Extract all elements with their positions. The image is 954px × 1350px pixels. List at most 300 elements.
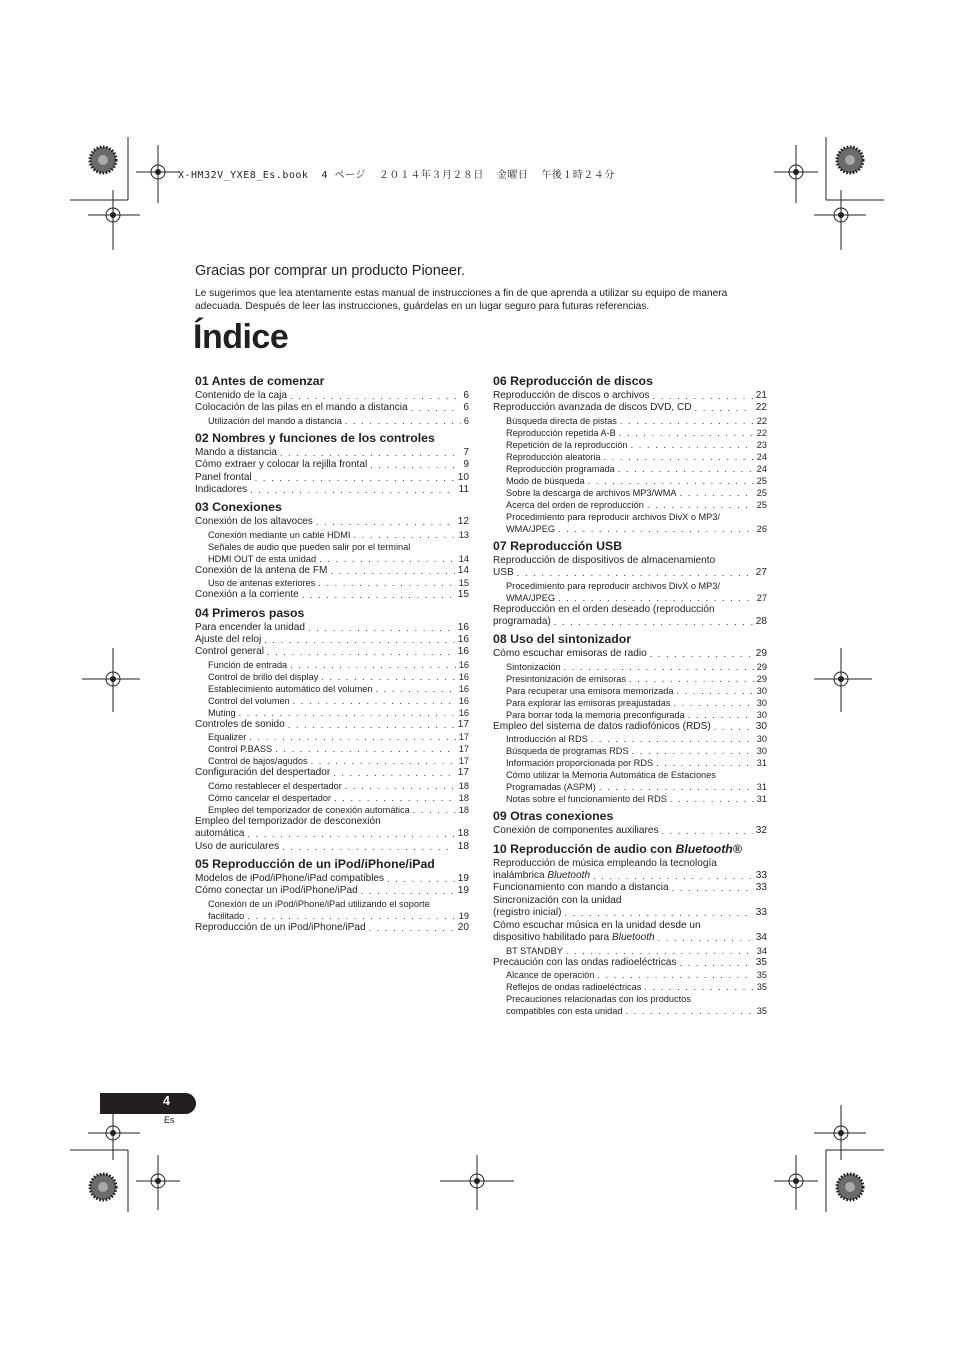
leader-dots xyxy=(247,828,454,840)
intro-paragraph: Le sugerimos que lea atentamente estas manual de instrucciones a fin de que aprenda a utilizar su equipo de manera adecuada. Después de leer las instrucciones, guárdelas en un lugar seguro para futuras referencias. xyxy=(195,288,728,312)
toc-entry[interactable] xyxy=(195,634,469,646)
toc-entry-label: Precaución con las ondas radioeléctricas xyxy=(493,956,677,968)
toc-entry[interactable] xyxy=(493,957,767,969)
starburst-mark-icon xyxy=(90,1174,116,1200)
toc-entry[interactable] xyxy=(493,390,767,402)
toc-section-heading[interactable]: 03 Conexiones xyxy=(195,500,282,515)
toc-page-number: 10 xyxy=(457,471,469,483)
toc-page-number: 6 xyxy=(463,390,469,401)
leader-dots xyxy=(517,567,753,579)
toc-entry-label: Para encender la unidad xyxy=(195,621,305,633)
toc-subentry[interactable] xyxy=(493,969,767,981)
toc-section xyxy=(493,632,767,805)
leader-dots xyxy=(558,523,754,535)
toc-subentry[interactable] xyxy=(195,659,469,671)
toc-entry-label: Reproducción repetida A-B xyxy=(506,427,616,438)
toc-entry-label: Conexión a la corriente xyxy=(195,589,299,601)
toc-entry-label: facilitado xyxy=(208,910,245,921)
leader-dots xyxy=(334,792,456,804)
toc-subentry[interactable] xyxy=(195,415,469,427)
toc-entry-label: Para recuperar una emisora memorizada xyxy=(506,685,674,696)
leader-dots xyxy=(250,484,455,496)
toc-section-heading[interactable]: 07 Reproducción USB xyxy=(493,538,623,553)
toc-entry[interactable] xyxy=(493,870,767,882)
toc-section xyxy=(493,809,767,837)
toc-subentry[interactable] xyxy=(493,673,767,685)
leader-dots xyxy=(672,882,753,894)
leader-dots xyxy=(361,885,455,897)
toc-entry-label: Reproducción de un iPod/iPhone/iPad xyxy=(195,921,366,933)
toc-column-left xyxy=(195,374,469,938)
toc-entry[interactable] xyxy=(195,484,469,496)
toc-entry-label: Establecimiento automático del volumen xyxy=(208,683,373,694)
leader-dots xyxy=(662,825,753,837)
toc-page-number: 27 xyxy=(755,567,767,579)
toc-subentry[interactable] xyxy=(493,661,767,673)
leader-dots xyxy=(647,499,754,511)
toc-subentry[interactable] xyxy=(493,592,767,604)
toc-entry-line: Cómo escuchar música en la unidad desde un xyxy=(493,919,701,931)
toc-entry[interactable] xyxy=(493,567,767,579)
toc-entry[interactable] xyxy=(493,825,767,837)
toc-entry-line: Cómo utilizar la Memoria Automática de Estaciones xyxy=(506,770,716,781)
toc-subentry[interactable] xyxy=(195,792,469,804)
toc-entry-label: Utilización del mando a distancia xyxy=(208,415,342,426)
toc-subentry[interactable] xyxy=(195,755,469,767)
toc-subentry[interactable] xyxy=(493,945,767,957)
toc-page-number: 14 xyxy=(458,553,469,564)
toc-page-number: 34 xyxy=(756,945,767,956)
leader-dots xyxy=(679,957,752,969)
toc-entry-line: Conexión de un iPod/iPhone/iPad utilizando el soporte xyxy=(208,898,430,909)
toc-entry[interactable] xyxy=(195,472,469,484)
toc-page-number: 29 xyxy=(755,648,767,660)
toc-entry-label: Introducción al RDS xyxy=(506,734,588,745)
toc-subentry[interactable] xyxy=(493,757,767,769)
leader-dots xyxy=(656,757,754,769)
toc-subentry[interactable] xyxy=(195,671,469,683)
toc-entry-label: (registro inicial) xyxy=(493,907,562,919)
toc-page-number: 30 xyxy=(756,746,767,757)
toc-entry-label: Reproducción avanzada de discos DVD, CD xyxy=(493,402,692,414)
leader-dots xyxy=(280,447,460,459)
toc-page-number: 19 xyxy=(458,910,469,921)
toc-subentry[interactable] xyxy=(493,427,767,439)
toc-entry-label: Sintonización xyxy=(506,661,561,672)
toc-entry-label: Conexión de la antena de FM xyxy=(195,564,328,576)
toc-page-number: 29 xyxy=(756,673,767,684)
toc-page-number: 18 xyxy=(458,780,469,791)
leader-dots xyxy=(631,439,754,451)
leader-dots xyxy=(267,646,455,658)
leader-dots xyxy=(619,427,754,439)
toc-page-number: 35 xyxy=(756,1005,767,1016)
toc-entry-line: Reproducción de música empleando la tecnología xyxy=(493,857,717,869)
toc-subentry[interactable] xyxy=(493,475,767,487)
leader-dots xyxy=(566,945,754,957)
toc-entry[interactable] xyxy=(493,721,767,733)
toc-page-number: 27 xyxy=(756,592,767,603)
leader-dots xyxy=(673,697,753,709)
toc-entry-label: Sobre la descarga de archivos MP3/WMA xyxy=(506,487,677,498)
toc-entry-label: Acerca del orden de reproducción xyxy=(506,499,644,510)
toc-entry-line: Empleo del temporizador de desconexión xyxy=(195,815,381,827)
toc-page-number: 24 xyxy=(756,451,767,462)
toc-entry-label-emphasis: Bluetooth xyxy=(611,932,655,944)
toc-page-number: 12 xyxy=(457,516,469,528)
toc-section-heading[interactable]: 08 Uso del sintonizador xyxy=(493,632,632,647)
toc-page-number: 21 xyxy=(755,390,767,401)
toc-entry-label: Cómo restablecer el despertador xyxy=(208,780,342,791)
toc-section xyxy=(493,539,767,629)
toc-section xyxy=(195,431,469,497)
toc-entry[interactable] xyxy=(493,616,767,628)
toc-subentry[interactable] xyxy=(195,780,469,792)
toc-subentry[interactable] xyxy=(493,439,767,451)
toc-entry[interactable] xyxy=(493,402,767,414)
toc-entry-label: Conexión de los altavoces xyxy=(195,516,313,528)
leader-dots xyxy=(264,634,455,646)
toc-entry-label: Conexión mediante un cable HDMI xyxy=(208,529,351,540)
leader-dots xyxy=(680,487,754,499)
toc-page-number: 31 xyxy=(756,782,767,793)
toc-page-number: 22 xyxy=(756,415,767,426)
leader-dots xyxy=(695,402,753,414)
toc-entry-label: Conexión de componentes auxiliares xyxy=(493,825,659,837)
toc-entry[interactable] xyxy=(195,885,469,897)
leader-dots xyxy=(597,969,753,981)
leader-dots xyxy=(321,671,455,683)
leader-dots xyxy=(618,463,754,475)
toc-entry-line: Sincronización con la unidad xyxy=(493,894,622,906)
toc-subentry[interactable] xyxy=(195,529,469,541)
toc-entry-label: compatibles con esta unidad xyxy=(506,1005,623,1016)
leader-dots xyxy=(255,472,455,484)
toc-entry[interactable] xyxy=(195,516,469,528)
toc-page-number: 20 xyxy=(457,921,469,933)
leader-dots xyxy=(632,745,754,757)
toc-page-number: 14 xyxy=(457,564,469,576)
toc-entry-label: Modo de búsqueda xyxy=(506,475,585,486)
toc-page-number: 7 xyxy=(463,446,469,458)
toc-entry[interactable] xyxy=(195,841,469,853)
toc-subentry[interactable] xyxy=(493,781,767,793)
toc-page-number: 19 xyxy=(457,872,469,884)
toc-entry-label: BT STANDBY xyxy=(506,945,563,956)
toc-page-number: 22 xyxy=(756,427,767,438)
toc-entry-label: Control de bajos/agudos xyxy=(208,756,308,767)
toc-entry-label: Empleo del sistema de datos radiofónicos (RDS) xyxy=(493,720,711,732)
toc-entry[interactable] xyxy=(195,565,469,577)
leader-dots xyxy=(311,755,456,767)
toc-entry-label: Uso de auriculares xyxy=(195,840,280,852)
toc-subentry[interactable] xyxy=(493,451,767,463)
leader-dots xyxy=(604,451,754,463)
toc-entry-label: Uso de antenas exteriores xyxy=(208,578,316,589)
leader-dots xyxy=(658,932,753,944)
leader-dots xyxy=(290,659,456,671)
leader-dots xyxy=(319,553,456,565)
toc-page-number: 18 xyxy=(457,828,469,840)
toc-entry-label: Cómo conectar un iPod/iPhone/iPad xyxy=(195,885,358,897)
leader-dots xyxy=(670,793,754,805)
toc-page-number: 32 xyxy=(755,825,767,837)
toc-page-number: 17 xyxy=(457,718,469,730)
leader-dots xyxy=(239,707,456,719)
leader-dots xyxy=(593,870,753,882)
toc-subentry[interactable] xyxy=(195,910,469,922)
toc-entry-label: Control general xyxy=(195,646,265,658)
toc-entry-line: Procedimiento para reproducir archivos DivX o MP3/ xyxy=(506,580,720,591)
leader-dots xyxy=(308,622,455,634)
toc-entry-label: HDMI OUT de esta unidad xyxy=(208,553,317,564)
toc-entry-label: Control de brillo del display xyxy=(208,671,319,682)
toc-entry-label: Presintonización de emisoras xyxy=(506,673,627,684)
toc-subentry[interactable] xyxy=(493,523,767,535)
toc-subentry[interactable] xyxy=(493,499,767,511)
toc-entry[interactable] xyxy=(195,589,469,601)
toc-page-number: 18 xyxy=(458,804,469,815)
toc-entry-label: dispositivo habilitado para xyxy=(493,932,612,944)
toc-section-heading[interactable]: 06 Reproducción de discos xyxy=(493,374,653,388)
toc-section-heading[interactable]: 09 Otras conexiones xyxy=(493,809,614,824)
leader-dots xyxy=(591,733,754,745)
toc-subentry[interactable] xyxy=(493,1005,767,1017)
toc-page-number: 6 xyxy=(463,415,469,426)
leader-dots xyxy=(599,781,754,793)
toc-page-number: 30 xyxy=(756,685,767,696)
leader-dots xyxy=(249,731,455,743)
toc-entry[interactable] xyxy=(493,932,767,944)
toc-entry-label: Muting xyxy=(208,707,236,718)
toc-entry-label: Cómo escuchar emisoras de radio xyxy=(493,648,647,660)
leader-dots xyxy=(247,910,456,922)
toc-section xyxy=(493,374,767,535)
toc-section-heading[interactable]: 01 Antes de comenzar xyxy=(195,374,325,388)
toc-subentry[interactable] xyxy=(195,743,469,755)
toc-entry-label: Contenido de la caja xyxy=(195,390,288,401)
toc-page-number: 35 xyxy=(756,969,767,980)
toc-subentry[interactable] xyxy=(493,981,767,993)
toc-entry[interactable] xyxy=(195,828,469,840)
toc-entry-label: Alcance de operación xyxy=(506,969,595,980)
leader-dots xyxy=(333,767,455,779)
toc-page-number: 35 xyxy=(755,956,767,968)
leader-dots xyxy=(625,1005,753,1017)
toc-page-number: 11 xyxy=(458,484,469,496)
leader-dots xyxy=(375,683,455,695)
page-number: 4 xyxy=(163,1094,170,1108)
toc-entry-label: Indicadores xyxy=(195,484,248,496)
toc-entry[interactable] xyxy=(195,767,469,779)
toc-subentry[interactable] xyxy=(195,695,469,707)
toc-page-number: 15 xyxy=(457,589,469,601)
toc-page-number: 6 xyxy=(463,402,469,414)
toc-page-number: 18 xyxy=(458,792,469,803)
toc-entry[interactable] xyxy=(195,646,469,658)
toc-entry-label: Controles de sonido xyxy=(195,718,285,730)
toc-page-number: 33 xyxy=(755,870,767,882)
toc-subentry[interactable] xyxy=(493,793,767,805)
toc-page-number: 16 xyxy=(457,646,469,658)
leader-dots xyxy=(564,661,754,673)
toc-subentry[interactable] xyxy=(493,463,767,475)
toc-entry[interactable] xyxy=(195,390,469,402)
toc-entry-label: Programadas (ASPM) xyxy=(506,782,596,793)
toc-subentry[interactable] xyxy=(493,415,767,427)
leader-dots xyxy=(318,577,456,589)
toc-entry-label: Colocación de las pilas en el mando a distancia xyxy=(195,402,408,414)
toc-entry-label: WMA/JPEG xyxy=(506,592,556,603)
toc-entry-label: Funcionamiento con mando a distancia xyxy=(493,882,669,894)
toc-entry[interactable] xyxy=(493,907,767,919)
starburst-mark-icon xyxy=(837,1174,863,1200)
toc-subentry[interactable] xyxy=(493,685,767,697)
leader-dots xyxy=(629,673,754,685)
leader-dots xyxy=(588,475,754,487)
toc-entry-label: Búsqueda directa de pistas xyxy=(506,415,617,426)
leader-dots xyxy=(369,922,455,934)
toc-entry-line: Reproducción en el orden deseado (reproducción xyxy=(493,603,715,615)
toc-entry[interactable] xyxy=(195,622,469,634)
toc-section xyxy=(195,606,469,853)
toc-subentry[interactable] xyxy=(195,707,469,719)
toc-entry[interactable] xyxy=(195,873,469,885)
leader-dots xyxy=(387,873,455,885)
toc-entry[interactable] xyxy=(493,648,767,660)
toc-page-number: 17 xyxy=(458,744,469,755)
thanks-heading: Gracias por comprar un producto Pioneer. xyxy=(195,263,465,279)
toc-entry-label: Para borrar toda la memoria preconfigurada xyxy=(506,709,685,720)
toc-page-number: 31 xyxy=(756,794,767,805)
toc-subentry[interactable] xyxy=(195,553,469,565)
toc-subentry[interactable] xyxy=(195,577,469,589)
toc-page-number: 34 xyxy=(755,932,767,944)
registration-mark-icon xyxy=(814,190,866,250)
toc-subentry[interactable] xyxy=(195,683,469,695)
toc-entry-line: Precauciones relacionadas con los productos xyxy=(506,993,691,1004)
leader-dots xyxy=(644,981,753,993)
toc-entry-label: Reproducción aleatoria xyxy=(506,451,601,462)
toc-page-number: 17 xyxy=(458,756,469,767)
toc-subentry[interactable] xyxy=(493,697,767,709)
leader-dots xyxy=(688,709,754,721)
leader-dots xyxy=(677,685,754,697)
toc-page-number: 25 xyxy=(756,487,767,498)
toc-subentry[interactable] xyxy=(493,487,767,499)
toc-entry-label-emphasis: Bluetooth xyxy=(547,870,591,882)
toc-entry-label: Equalizer xyxy=(208,732,247,743)
toc-entry[interactable] xyxy=(195,447,469,459)
leader-dots xyxy=(653,390,753,402)
toc-section xyxy=(195,857,469,934)
toc-entry-label: Función de entrada xyxy=(208,659,288,670)
leader-dots xyxy=(330,565,454,577)
toc-entry-label: WMA/JPEG xyxy=(506,523,556,534)
leader-dots xyxy=(411,402,461,414)
toc-section-heading[interactable]: 04 Primeros pasos xyxy=(195,605,305,620)
toc-page-number: 16 xyxy=(458,683,469,694)
toc-subentry[interactable] xyxy=(493,745,767,757)
toc-page-number: 35 xyxy=(756,981,767,992)
toc-column-right xyxy=(493,374,767,1021)
toc-entry-line: Señales de audio que pueden salir por el terminal xyxy=(208,541,411,552)
leader-dots xyxy=(554,616,753,628)
toc-entry-label: USB xyxy=(493,567,514,579)
toc-page-number: 18 xyxy=(457,840,469,852)
toc-entry[interactable] xyxy=(195,719,469,731)
toc-page-number: 17 xyxy=(457,767,469,779)
toc-section-heading[interactable]: 02 Nombres y funciones de los controles xyxy=(195,430,435,445)
leader-dots xyxy=(413,804,456,816)
toc-entry-label: Reproducción programada xyxy=(506,463,615,474)
toc-entry-label: Empleo del temporizador de conexión automática xyxy=(208,804,410,815)
toc-entry[interactable] xyxy=(195,459,469,471)
toc-page-number: 29 xyxy=(756,661,767,672)
toc-section-heading[interactable]: 05 Reproducción de un iPod/iPhone/iPad xyxy=(195,856,435,871)
toc-section xyxy=(195,374,469,427)
leader-dots xyxy=(353,529,455,541)
toc-page-number: 19 xyxy=(457,885,469,897)
toc-entry-label: Repetición de la reproducción xyxy=(506,439,628,450)
toc-page-number: 13 xyxy=(458,529,469,540)
toc-section-heading[interactable]: 10 Reproducción de audio con Bluetooth® xyxy=(493,841,742,856)
starburst-mark-icon xyxy=(837,147,863,173)
toc-page-number: 26 xyxy=(756,523,767,534)
toc-subentry[interactable] xyxy=(195,804,469,816)
leader-dots xyxy=(288,719,455,731)
toc-entry-label: inalámbrica xyxy=(493,870,548,882)
toc-page-number: 25 xyxy=(756,499,767,510)
leader-dots xyxy=(564,907,752,919)
registration-mark-icon xyxy=(88,190,140,250)
toc-page-number: 28 xyxy=(755,616,767,628)
toc-entry-line: Procedimiento para reproducir archivos DivX o MP3/ xyxy=(506,511,720,522)
toc-subentry[interactable] xyxy=(493,709,767,721)
toc-entry-label: Modelos de iPod/iPhone/iPad compatibles xyxy=(195,872,385,884)
toc-entry-label: Ajuste del reloj xyxy=(195,634,262,646)
toc-page-number: 23 xyxy=(756,439,767,450)
leader-dots xyxy=(316,516,455,528)
toc-page-number: 17 xyxy=(458,732,469,743)
starburst-mark-icon xyxy=(90,147,116,173)
toc-page-number: 30 xyxy=(756,697,767,708)
toc-entry-label: Reproducción de discos o archivos xyxy=(493,390,650,401)
toc-page-number: 16 xyxy=(458,671,469,682)
toc-entry[interactable] xyxy=(493,882,767,894)
leader-dots xyxy=(714,721,753,733)
toc-page-number: 33 xyxy=(755,882,767,894)
toc-entry-label: Cómo cancelar el despertador xyxy=(208,792,332,803)
toc-entry-label: Información proporcionada por RDS xyxy=(506,758,654,769)
toc-entry[interactable] xyxy=(195,402,469,414)
toc-section xyxy=(195,500,469,601)
toc-page-number: 24 xyxy=(756,463,767,474)
leader-dots xyxy=(370,459,460,471)
toc-entry-label: Búsqueda de programas RDS xyxy=(506,746,629,757)
toc-entry-label: Notas sobre el funcionamiento del RDS xyxy=(506,794,667,805)
toc-entry[interactable] xyxy=(195,922,469,934)
toc-subentry[interactable] xyxy=(493,733,767,745)
toc-subentry[interactable] xyxy=(195,731,469,743)
leader-dots xyxy=(345,415,461,427)
toc-page-number: 16 xyxy=(458,695,469,706)
toc-page-number: 33 xyxy=(755,907,767,919)
toc-page-number: 22 xyxy=(755,402,767,414)
leader-dots xyxy=(620,415,754,427)
toc-page-number: 16 xyxy=(457,634,469,646)
toc-entry-label: Configuración del despertador xyxy=(195,767,331,779)
